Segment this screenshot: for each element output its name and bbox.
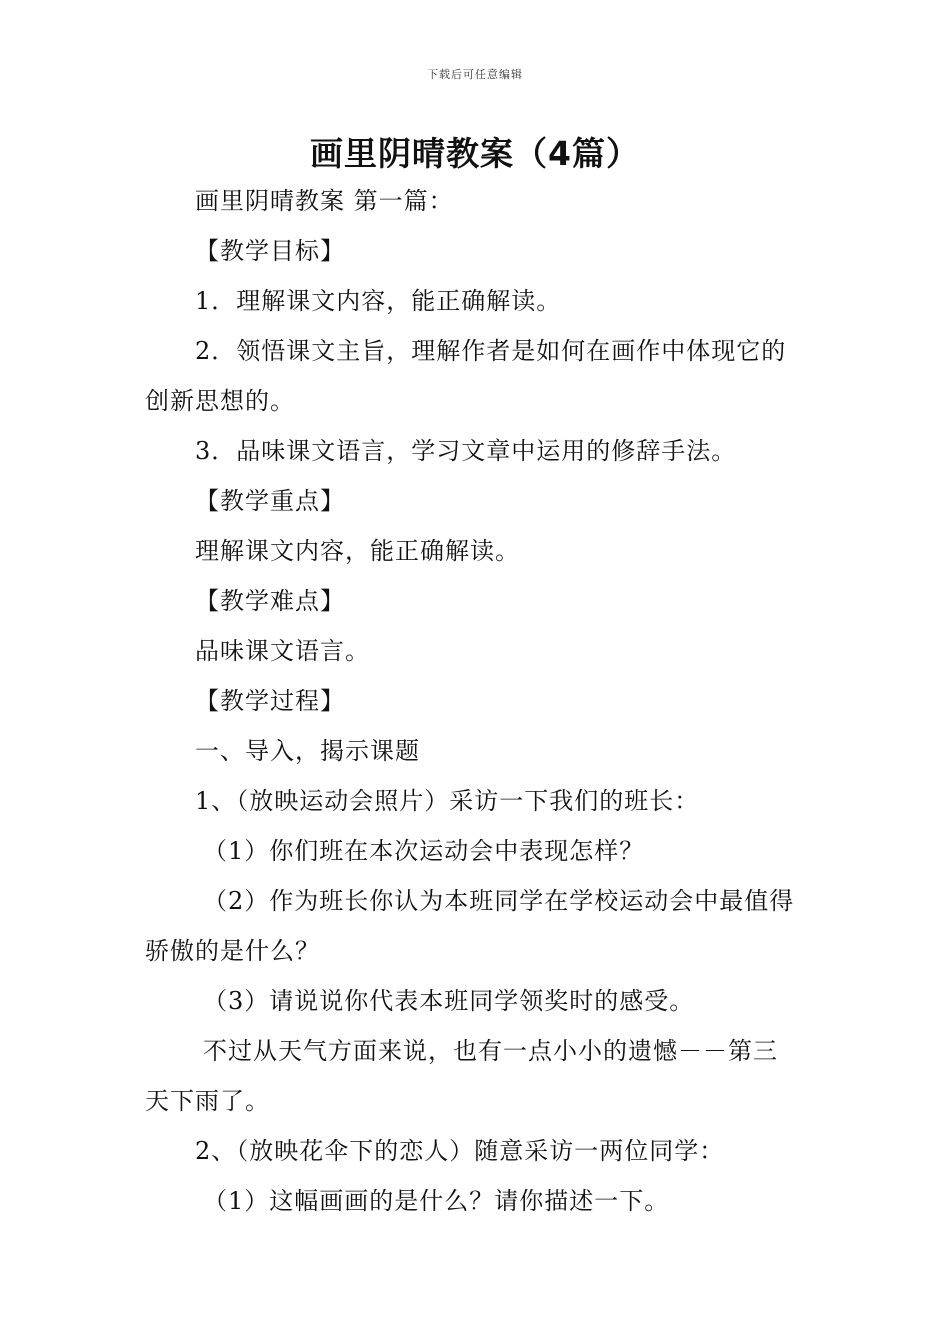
document-body: [145, 176, 810, 1226]
process-item-2: 2、（放映花伞下的恋人）随意采访一两位同学：: [195, 1137, 725, 1165]
question-3: （3）请说说你代表本班同学领奖时的感受。: [203, 987, 695, 1015]
question-1: （1）你们班在本次运动会中表现怎样？: [203, 837, 645, 865]
goal-item-2-continued: 创新思想的。: [145, 387, 295, 415]
header-note: 下载后可任意编辑: [427, 68, 523, 81]
process-item-1: 1、（放映运动会照片）采访一下我们的班长：: [195, 787, 700, 815]
goal-item-1: 1．理解课文内容，能正确解读。: [195, 287, 562, 315]
heading-teaching-goals: 【教学目标】: [195, 237, 345, 265]
question-2: （2）作为班长你认为本班同学在学校运动会中最值得: [203, 887, 795, 915]
process-step-1: 一、导入，揭示课题: [195, 737, 420, 765]
question-4: （1）这幅画画的是什么？请你描述一下。: [203, 1187, 670, 1215]
heading-teaching-process: 【教学过程】: [195, 687, 345, 715]
goal-item-2: 2．领悟课文主旨，理解作者是如何在画作中体现它的: [195, 337, 787, 365]
transition-text-continued: 天下雨了。: [145, 1087, 270, 1115]
document-title: 画里阴晴教案（4篇）: [310, 134, 640, 173]
goal-item-3: 3．品味课文语言，学习文章中运用的修辞手法。: [195, 437, 737, 465]
question-2-continued: 骄傲的是什么？: [145, 937, 320, 965]
transition-text: 不过从天气方面来说，也有一点小小的遗憾－－第三: [203, 1037, 778, 1065]
focus-text: 理解课文内容，能正确解读。: [195, 537, 520, 565]
heading-teaching-difficulty: 【教学难点】: [195, 587, 345, 615]
section-heading: 画里阴晴教案 第一篇：: [195, 187, 454, 215]
difficulty-text: 品味课文语言。: [195, 637, 370, 665]
heading-teaching-focus: 【教学重点】: [195, 487, 345, 515]
